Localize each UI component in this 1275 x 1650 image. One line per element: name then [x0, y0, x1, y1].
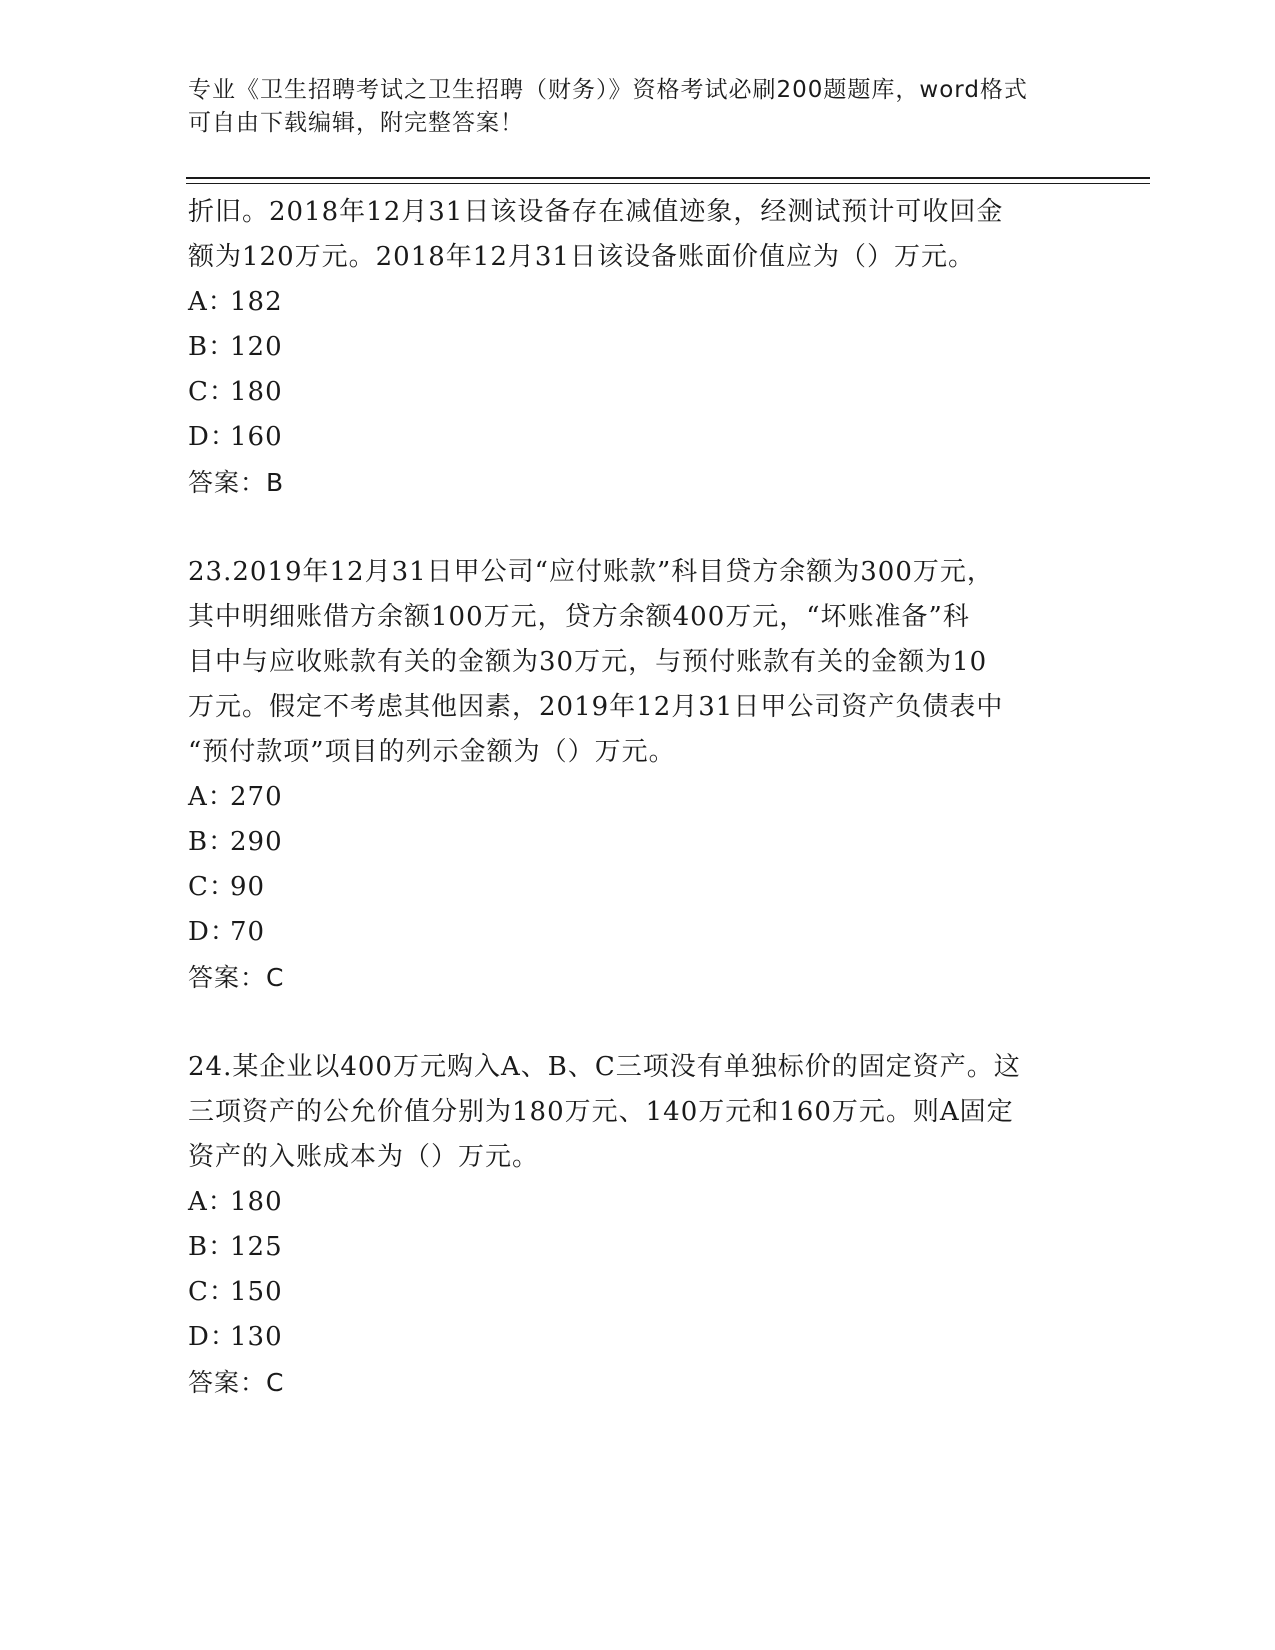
option-value: 290	[230, 827, 283, 857]
question-text-line: 其中明细账借方余额100万元，贷方余额400万元，“坏账准备”科	[188, 602, 970, 632]
option-key: D：	[188, 422, 237, 452]
option-value: 270	[230, 782, 283, 812]
option-key: B：	[188, 332, 236, 362]
option-key: A：	[188, 287, 235, 317]
option-key: A：	[188, 782, 235, 812]
option-value: 180	[230, 1187, 283, 1217]
option-key: C：	[188, 377, 236, 407]
option-value: 70	[230, 917, 266, 947]
question-text-line: 折旧。2018年12月31日该设备存在减值迹象，经测试预计可收回金	[188, 197, 1004, 227]
question-text-line: 万元。假定不考虑其他因素，2019年12月31日甲公司资产负债表中	[188, 692, 1004, 722]
option-value: 130	[230, 1322, 283, 1352]
header-divider-thin	[186, 183, 1150, 184]
option-key: B：	[188, 1232, 236, 1262]
question-text-line: “预付款项”项目的列示金额为（）万元。	[188, 737, 676, 767]
option-b	[188, 1225, 1088, 1270]
option-value: 125	[230, 1232, 283, 1262]
option-a	[188, 1180, 1088, 1225]
header-divider-thick	[186, 177, 1150, 179]
option-value: 180	[230, 377, 283, 407]
option-value: 160	[230, 422, 283, 452]
option-d	[188, 415, 1088, 460]
question-23	[188, 550, 1088, 1000]
option-key: C：	[188, 872, 236, 902]
question-22	[188, 190, 1088, 505]
option-key: B：	[188, 827, 236, 857]
option-c	[188, 865, 1088, 910]
option-key: C：	[188, 1277, 236, 1307]
option-key: D：	[188, 917, 237, 947]
answer-line: 答案：C	[188, 963, 285, 992]
option-a	[188, 280, 1088, 325]
header-line-1: 专业《卫生招聘考试之卫生招聘（财务）》资格考试必刷200题题库，word格式	[188, 77, 1028, 103]
question-text-line: 三项资产的公允价值分别为180万元、140万元和160万元。则A固定	[188, 1097, 1014, 1127]
document-header	[188, 74, 1088, 140]
document-body	[188, 190, 1088, 1405]
answer-line: 答案：C	[188, 1368, 285, 1397]
option-value: 90	[230, 872, 266, 902]
option-value: 182	[230, 287, 283, 317]
question-text-line: 资产的入账成本为（）万元。	[188, 1142, 540, 1172]
question-text-line: 额为120万元。2018年12月31日该设备账面价值应为（）万元。	[188, 242, 975, 272]
option-b	[188, 325, 1088, 370]
header-line-2: 可自由下载编辑，附完整答案！	[188, 110, 524, 136]
option-value: 150	[230, 1277, 283, 1307]
option-key: D：	[188, 1322, 237, 1352]
question-text-line: 24.某企业以400万元购入A、B、C三项没有单独标价的固定资产。这	[188, 1052, 1021, 1082]
option-c	[188, 1270, 1088, 1315]
option-b	[188, 820, 1088, 865]
question-text-line: 23.2019年12月31日甲公司“应付账款”科目贷方余额为300万元，	[188, 557, 994, 587]
option-d	[188, 910, 1088, 955]
option-a	[188, 775, 1088, 820]
option-value: 120	[230, 332, 283, 362]
option-key: A：	[188, 1187, 235, 1217]
spacer	[188, 1000, 1088, 1045]
question-text-line: 目中与应收账款有关的金额为30万元，与预付账款有关的金额为10	[188, 647, 988, 677]
option-d	[188, 1315, 1088, 1360]
spacer	[188, 505, 1088, 550]
question-24	[188, 1045, 1088, 1405]
answer-line: 答案：B	[188, 468, 285, 497]
option-c	[188, 370, 1088, 415]
